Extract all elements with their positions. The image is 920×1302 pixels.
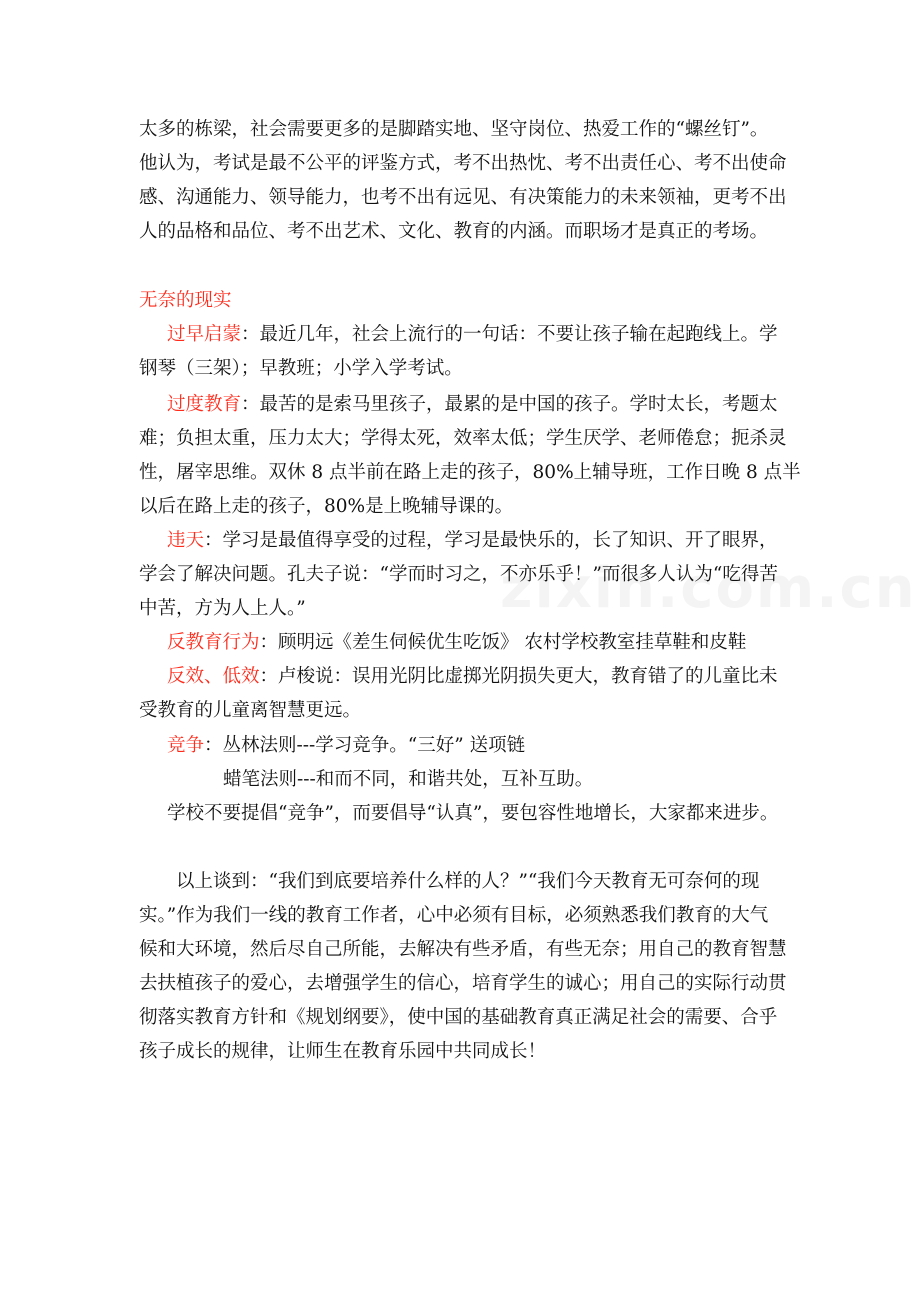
item-low-efficiency: [139, 660, 799, 728]
item-line: 性，屠宰思维。双休 8 点半前在路上走的孩子，80%上辅导班，工作日晚 8 点半: [139, 462, 801, 483]
item-competition: [139, 729, 799, 831]
item-anti-education: [139, 626, 799, 660]
conclusion-paragraph: [139, 865, 799, 1069]
item-label: 过度教育: [167, 394, 242, 415]
item-first-line: [139, 524, 799, 558]
item-first-line: [139, 388, 799, 422]
conclusion-line: 实。”作为我们一线的教育工作者，心中必须有目标，必须熟悉我们教育的大气: [139, 905, 769, 926]
intro-line: 人的品格和品位、考不出艺术、文化、教育的内涵。而职场才是真正的考场。: [139, 221, 769, 242]
item-first-line: [139, 729, 799, 763]
intro-line: 他认为，考试是最不公平的评鉴方式，考不出热忱、考不出责任心、考不出使命: [139, 153, 787, 174]
intro-line: 感、沟通能力、领导能力，也考不出有远见、有决策能力的未来领袖，更考不出: [139, 187, 787, 208]
item-line: 难；负担太重，压力太大；学得太死，效率太低；学生厌学、老师倦怠；扼杀灵: [139, 428, 787, 449]
item-line: 中苦，方为人上人。”: [139, 598, 306, 619]
item-label: 违天: [167, 530, 205, 551]
item-text: ：丛林法则---学习竞争。“三好” 送项链: [204, 735, 526, 756]
intro-paragraph: [139, 113, 799, 249]
item-first-line: [139, 626, 799, 660]
conclusion-line: 孩子成长的规律，让师生在教育乐园中共同成长！: [139, 1041, 547, 1062]
item-line: 蜡笔法则---和而不同，和谐共处，互补互助。: [223, 769, 594, 790]
item-line: 学校不要提倡“竞争”，而要倡导“认真”，要包容性地增长，大家都来进步。: [167, 803, 779, 824]
conclusion-line: 去扶植孩子的爱心，去增强学生的信心，培育学生的诚心；用自己的实际行动贯: [139, 973, 787, 994]
intro-line: 太多的栋梁，社会需要更多的是脚踏实地、坚守岗位、热爱工作的“螺丝钉”。: [139, 119, 769, 140]
item-label: 反教育行为: [167, 632, 260, 653]
item-over-education: [139, 388, 799, 524]
item-early-enlightenment: [139, 318, 799, 386]
item-label: 反效、低效: [167, 666, 260, 687]
item-label: 竞争: [167, 735, 205, 756]
item-line: 钢琴（三架）；早教班；小学入学考试。: [139, 358, 463, 379]
item-first-line: [139, 318, 799, 352]
item-against-nature: [139, 524, 799, 626]
item-line: 以后在路上走的孩子，80%是上晚辅导课的。: [139, 496, 514, 517]
item-line: 学会了解决问题。孔夫子说：“学而时习之，不亦乐乎！”而很多人认为“吃得苦: [139, 564, 778, 585]
item-text: ：卢梭说：误用光阴比虚掷光阴损失更大，教育错了的儿童比未: [259, 666, 778, 687]
conclusion-line: 候和大环境，然后尽自己所能，去解决有些矛盾，有些无奈；用自己的教育智慧: [139, 939, 787, 960]
item-text: ：顾明远《差生伺候优生吃饭》 农村学校教室挂草鞋和皮鞋: [259, 632, 747, 653]
item-text: ：最近几年，社会上流行的一句话：不要让孩子输在起跑线上。学: [241, 324, 778, 345]
item-line: 受教育的儿童离智慧更远。: [139, 700, 362, 721]
conclusion-line: 彻落实教育方针和《规划纲要》，使中国的基础教育真正满足社会的需要、合乎: [139, 1007, 778, 1028]
item-text: ：最苦的是索马里孩子，最累的是中国的孩子。学时太长，考题太: [241, 394, 778, 415]
item-label: 过早启蒙: [167, 324, 242, 345]
item-text: ：学习是最值得享受的过程，学习是最快乐的，长了知识、开了眼界，: [204, 530, 778, 551]
item-first-line: [139, 660, 799, 694]
section-title: 无奈的现实: [139, 290, 232, 311]
conclusion-line: 以上谈到：“我们到底要培养什么样的人？”“我们今天教育无可奈何的现: [176, 871, 760, 892]
